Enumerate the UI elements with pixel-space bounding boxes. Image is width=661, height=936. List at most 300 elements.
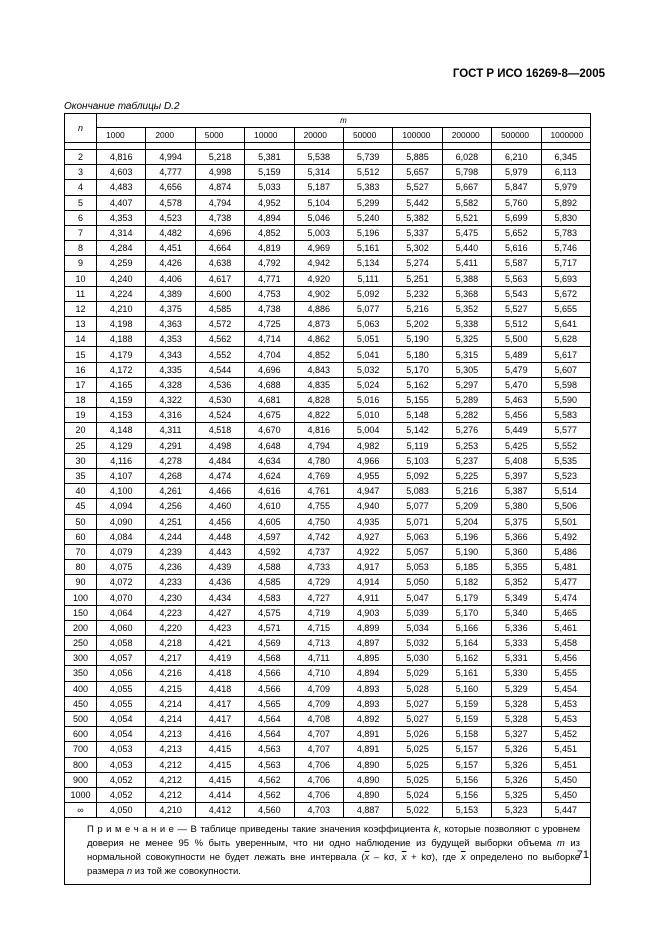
n-cell: 70	[65, 544, 97, 559]
n-cell: 100	[65, 590, 97, 605]
value-cell: 4,212	[146, 772, 195, 787]
value-cell: 4,213	[146, 742, 195, 757]
value-cell: 4,656	[146, 180, 195, 195]
value-cell: 4,566	[245, 666, 294, 681]
note-n: n	[126, 866, 133, 878]
n-cell: 19	[65, 408, 97, 423]
value-cell: 4,903	[343, 605, 392, 620]
value-cell: 4,291	[146, 438, 195, 453]
value-cell: 5,330	[492, 666, 541, 681]
column-header-row	[65, 128, 591, 143]
value-cell: 4,053	[97, 757, 146, 772]
value-cell: 4,725	[245, 317, 294, 332]
value-cell: 4,761	[294, 484, 343, 499]
value-cell: 4,058	[97, 636, 146, 651]
table-row	[65, 377, 591, 392]
value-cell: 4,268	[146, 468, 195, 483]
value-cell: 4,100	[97, 484, 146, 499]
value-cell: 4,436	[195, 575, 244, 590]
value-cell: 5,388	[442, 271, 491, 286]
value-cell: 5,016	[343, 393, 392, 408]
table-row	[65, 393, 591, 408]
value-cell: 5,329	[492, 681, 541, 696]
value-cell: 5,628	[541, 332, 590, 347]
value-cell: 4,648	[245, 438, 294, 453]
value-cell: 5,092	[393, 468, 442, 483]
value-cell: 5,798	[442, 165, 491, 180]
value-cell: 4,223	[146, 605, 195, 620]
value-cell: 5,051	[343, 332, 392, 347]
value-cell: 5,302	[393, 241, 442, 256]
n-cell: 2	[65, 150, 97, 165]
value-cell: 5,617	[541, 347, 590, 362]
value-cell: 4,610	[245, 499, 294, 514]
value-cell: 5,297	[442, 377, 491, 392]
value-cell: 5,667	[442, 180, 491, 195]
value-cell: 5,161	[442, 666, 491, 681]
value-cell: 5,641	[541, 317, 590, 332]
value-cell: 4,753	[245, 286, 294, 301]
value-cell: 4,484	[195, 453, 244, 468]
value-cell: 4,439	[195, 560, 244, 575]
value-cell: 5,185	[442, 560, 491, 575]
value-cell: 5,451	[541, 742, 590, 757]
value-cell: 4,212	[146, 787, 195, 802]
table-caption: Окончание таблицы D.2	[64, 101, 180, 112]
value-cell: 4,920	[294, 271, 343, 286]
value-cell: 6,210	[492, 150, 541, 165]
value-cell: 4,727	[294, 590, 343, 605]
value-cell: 5,590	[541, 393, 590, 408]
value-cell: 4,922	[343, 544, 392, 559]
value-cell: 4,217	[146, 651, 195, 666]
value-cell: 4,571	[245, 620, 294, 635]
value-cell: 5,382	[393, 210, 442, 225]
value-cell: 4,792	[245, 256, 294, 271]
n-cell: 45	[65, 499, 97, 514]
value-cell: 4,482	[146, 225, 195, 240]
value-cell: 5,657	[393, 165, 442, 180]
table-row	[65, 681, 591, 696]
value-cell: 4,316	[146, 408, 195, 423]
value-cell: 4,835	[294, 377, 343, 392]
value-cell: 5,111	[343, 271, 392, 286]
value-cell: 4,947	[343, 484, 392, 499]
value-cell: 5,425	[492, 438, 541, 453]
value-cell: 4,148	[97, 423, 146, 438]
table-row	[65, 301, 591, 316]
value-cell: 4,407	[97, 195, 146, 210]
value-cell: 5,030	[393, 651, 442, 666]
n-cell: 450	[65, 696, 97, 711]
value-cell: 4,544	[195, 362, 244, 377]
value-cell: 5,180	[393, 347, 442, 362]
value-cell: 5,337	[393, 225, 442, 240]
value-cell: 4,780	[294, 453, 343, 468]
value-cell: 5,157	[442, 757, 491, 772]
value-cell: 4,560	[245, 803, 294, 818]
value-cell: 4,588	[245, 560, 294, 575]
value-cell: 5,237	[442, 453, 491, 468]
table-row	[65, 666, 591, 681]
value-cell: 4,060	[97, 620, 146, 635]
value-cell: 4,214	[146, 696, 195, 711]
value-cell: 5,746	[541, 241, 590, 256]
value-cell: 4,456	[195, 514, 244, 529]
value-cell: 4,220	[146, 620, 195, 635]
n-cell: 35	[65, 468, 97, 483]
column-header: 20000	[294, 128, 343, 143]
value-cell: 4,706	[294, 757, 343, 772]
value-cell: 4,129	[97, 438, 146, 453]
value-cell: 5,582	[442, 195, 491, 210]
spacer-cell	[97, 143, 146, 150]
value-cell: 4,416	[195, 727, 244, 742]
value-cell: 4,681	[245, 393, 294, 408]
value-cell: 5,240	[343, 210, 392, 225]
table-row	[65, 651, 591, 666]
value-cell: 4,583	[245, 590, 294, 605]
value-cell: 5,182	[442, 575, 491, 590]
value-cell: 5,232	[393, 286, 442, 301]
value-cell: 4,564	[245, 727, 294, 742]
value-cell: 4,406	[146, 271, 195, 286]
value-cell: 5,274	[393, 256, 442, 271]
value-cell: 4,054	[97, 711, 146, 726]
value-cell: 5,458	[541, 636, 590, 651]
note-m: m	[556, 838, 565, 850]
value-cell: 4,862	[294, 332, 343, 347]
value-cell: 5,328	[492, 696, 541, 711]
value-cell: 4,914	[343, 575, 392, 590]
value-cell: 5,025	[393, 757, 442, 772]
value-cell: 4,230	[146, 590, 195, 605]
value-cell: 5,157	[442, 742, 491, 757]
value-cell: 4,769	[294, 468, 343, 483]
value-cell: 5,454	[541, 681, 590, 696]
value-cell: 5,325	[442, 332, 491, 347]
table-row	[65, 772, 591, 787]
value-cell: 4,703	[294, 803, 343, 818]
value-cell: 5,024	[343, 377, 392, 392]
value-cell: 4,597	[245, 529, 294, 544]
table-row	[65, 453, 591, 468]
value-cell: 5,442	[393, 195, 442, 210]
value-cell: 5,607	[541, 362, 590, 377]
value-cell: 5,453	[541, 696, 590, 711]
column-header: 500000	[492, 128, 541, 143]
value-cell: 4,322	[146, 393, 195, 408]
value-cell: 5,063	[393, 529, 442, 544]
value-cell: 4,733	[294, 560, 343, 575]
value-cell: 5,527	[393, 180, 442, 195]
table-row	[65, 195, 591, 210]
value-cell: 4,052	[97, 787, 146, 802]
value-cell: 4,053	[97, 742, 146, 757]
value-cell: 5,282	[442, 408, 491, 423]
spacer-cell	[294, 143, 343, 150]
value-cell: 4,443	[195, 544, 244, 559]
value-cell: 4,256	[146, 499, 195, 514]
n-cell: 4	[65, 180, 97, 195]
value-cell: 5,216	[442, 484, 491, 499]
value-cell: 4,616	[245, 484, 294, 499]
spacer-cell	[492, 143, 541, 150]
value-cell: 5,314	[294, 165, 343, 180]
value-cell: 5,655	[541, 301, 590, 316]
value-cell: 4,998	[195, 165, 244, 180]
value-cell: 4,233	[146, 575, 195, 590]
value-cell: 5,408	[492, 453, 541, 468]
table-row	[65, 742, 591, 757]
value-cell: 4,079	[97, 544, 146, 559]
value-cell: 5,053	[393, 560, 442, 575]
value-cell: 5,451	[541, 757, 590, 772]
table-row	[65, 165, 591, 180]
value-cell: 5,693	[541, 271, 590, 286]
value-cell: 5,083	[393, 484, 442, 499]
table-row	[65, 150, 591, 165]
value-cell: 4,116	[97, 453, 146, 468]
value-cell: 5,411	[442, 256, 491, 271]
value-cell: 4,460	[195, 499, 244, 514]
table-row	[65, 529, 591, 544]
value-cell: 4,894	[245, 210, 294, 225]
value-cell: 5,474	[541, 590, 590, 605]
note-text: , которые позволяют с уровнем доверия не менее 95 % быть уверенным, что ни одно наблюдение из будущей выборки объема	[87, 824, 580, 850]
value-cell: 4,707	[294, 742, 343, 757]
value-cell: 5,218	[195, 150, 244, 165]
value-cell: 4,955	[343, 468, 392, 483]
value-cell: 5,162	[393, 377, 442, 392]
n-cell: ∞	[65, 803, 97, 818]
value-cell: 4,328	[146, 377, 195, 392]
value-cell: 4,927	[343, 529, 392, 544]
value-cell: 5,315	[442, 347, 491, 362]
value-cell: 4,563	[245, 757, 294, 772]
value-cell: 4,750	[294, 514, 343, 529]
value-cell: 4,466	[195, 484, 244, 499]
value-cell: 4,426	[146, 256, 195, 271]
value-cell: 4,188	[97, 332, 146, 347]
value-cell: 4,566	[245, 681, 294, 696]
note-label: П р и м е ч а н и е	[87, 824, 174, 836]
value-cell: 5,380	[492, 499, 541, 514]
value-cell: 5,340	[492, 605, 541, 620]
value-cell: 5,209	[442, 499, 491, 514]
value-cell: 4,895	[343, 651, 392, 666]
value-cell: 4,902	[294, 286, 343, 301]
value-cell: 5,381	[245, 150, 294, 165]
value-cell: 5,104	[294, 195, 343, 210]
value-cell: 4,737	[294, 544, 343, 559]
n-cell: 700	[65, 742, 97, 757]
n-cell: 50	[65, 514, 97, 529]
value-cell: 4,562	[245, 787, 294, 802]
value-cell: 4,153	[97, 408, 146, 423]
value-cell: 5,481	[541, 560, 590, 575]
value-cell: 4,417	[195, 696, 244, 711]
value-cell: 5,360	[492, 544, 541, 559]
value-cell: 5,349	[492, 590, 541, 605]
value-cell: 4,852	[245, 225, 294, 240]
value-cell: 4,886	[294, 301, 343, 316]
value-cell: 4,569	[245, 636, 294, 651]
value-cell: 4,418	[195, 666, 244, 681]
value-cell: 5,033	[245, 180, 294, 195]
value-cell: 5,164	[442, 636, 491, 651]
value-cell: 5,024	[393, 787, 442, 802]
value-cell: 4,213	[146, 727, 195, 742]
value-cell: 4,935	[343, 514, 392, 529]
value-cell: 4,261	[146, 484, 195, 499]
value-cell: 4,179	[97, 347, 146, 362]
value-cell: 5,453	[541, 711, 590, 726]
value-cell: 4,055	[97, 696, 146, 711]
column-header: 1000	[97, 128, 146, 143]
table-row	[65, 620, 591, 635]
n-cell: 40	[65, 484, 97, 499]
value-cell: 4,415	[195, 772, 244, 787]
value-cell: 5,289	[442, 393, 491, 408]
value-cell: 4,518	[195, 423, 244, 438]
n-cell: 150	[65, 605, 97, 620]
n-cell: 9	[65, 256, 97, 271]
value-cell: 4,050	[97, 803, 146, 818]
value-cell: 5,047	[393, 590, 442, 605]
n-cell: 18	[65, 393, 97, 408]
n-cell: 250	[65, 636, 97, 651]
value-cell: 5,450	[541, 772, 590, 787]
value-cell: 5,456	[492, 408, 541, 423]
value-cell: 4,335	[146, 362, 195, 377]
value-cell: 5,326	[492, 757, 541, 772]
value-cell: 4,311	[146, 423, 195, 438]
value-cell: 5,196	[343, 225, 392, 240]
value-cell: 4,742	[294, 529, 343, 544]
value-cell: 4,259	[97, 256, 146, 271]
value-cell: 5,196	[442, 529, 491, 544]
value-cell: 5,506	[541, 499, 590, 514]
page-number: 71	[576, 849, 589, 861]
value-cell: 4,816	[97, 150, 146, 165]
table-note	[64, 818, 591, 885]
value-cell: 5,387	[492, 484, 541, 499]
value-cell: 4,090	[97, 514, 146, 529]
value-cell: 5,598	[541, 377, 590, 392]
value-cell: 4,828	[294, 393, 343, 408]
n-cell: 300	[65, 651, 97, 666]
value-cell: 4,343	[146, 347, 195, 362]
value-cell: 4,055	[97, 681, 146, 696]
value-cell: 5,148	[393, 408, 442, 423]
value-cell: 5,587	[492, 256, 541, 271]
value-cell: 5,027	[393, 696, 442, 711]
spacer-cell	[343, 143, 392, 150]
n-cell: 6	[65, 210, 97, 225]
value-cell: 5,216	[393, 301, 442, 316]
value-cell: 4,852	[294, 347, 343, 362]
value-cell: 5,305	[442, 362, 491, 377]
value-cell: 4,218	[146, 636, 195, 651]
table-row	[65, 575, 591, 590]
value-cell: 5,383	[343, 180, 392, 195]
value-cell: 4,575	[245, 605, 294, 620]
value-cell: 5,397	[492, 468, 541, 483]
value-cell: 4,969	[294, 241, 343, 256]
n-cell: 17	[65, 377, 97, 392]
value-cell: 4,738	[195, 210, 244, 225]
table-row	[65, 317, 591, 332]
value-cell: 4,415	[195, 757, 244, 772]
value-cell: 4,572	[195, 317, 244, 332]
value-cell: 5,050	[393, 575, 442, 590]
table-row	[65, 423, 591, 438]
value-cell: 4,552	[195, 347, 244, 362]
value-cell: 5,455	[541, 666, 590, 681]
table-row	[65, 347, 591, 362]
value-cell: 5,071	[393, 514, 442, 529]
value-cell: 6,345	[541, 150, 590, 165]
value-cell: 5,159	[245, 165, 294, 180]
value-cell: 4,952	[245, 195, 294, 210]
value-cell: 4,600	[195, 286, 244, 301]
value-cell: 4,278	[146, 453, 195, 468]
value-cell: 4,524	[195, 408, 244, 423]
table-row	[65, 711, 591, 726]
value-cell: 4,536	[195, 377, 244, 392]
value-cell: 4,159	[97, 393, 146, 408]
value-cell: 4,064	[97, 605, 146, 620]
value-cell: 5,253	[442, 438, 491, 453]
value-cell: 4,565	[245, 696, 294, 711]
spacer-row	[65, 143, 591, 150]
value-cell: 5,046	[294, 210, 343, 225]
value-cell: 4,891	[343, 742, 392, 757]
value-cell: 5,327	[492, 727, 541, 742]
value-cell: 4,994	[146, 150, 195, 165]
value-cell: 5,616	[492, 241, 541, 256]
value-cell: 5,326	[492, 772, 541, 787]
note-text: + kσ), где	[406, 852, 461, 864]
n-cell: 5	[65, 195, 97, 210]
value-cell: 5,092	[343, 286, 392, 301]
table-row	[65, 286, 591, 301]
value-cell: 4,084	[97, 529, 146, 544]
table-row	[65, 727, 591, 742]
value-cell: 4,451	[146, 241, 195, 256]
note-text: – kσ,	[369, 852, 402, 864]
table-body	[65, 143, 591, 818]
value-cell: 4,711	[294, 651, 343, 666]
value-cell: 5,470	[492, 377, 541, 392]
value-cell: 4,892	[343, 711, 392, 726]
value-cell: 6,113	[541, 165, 590, 180]
value-cell: 4,911	[343, 590, 392, 605]
value-cell: 4,819	[245, 241, 294, 256]
note-text: из той же совокупности.	[132, 866, 241, 878]
value-cell: 5,251	[393, 271, 442, 286]
n-cell: 12	[65, 301, 97, 316]
value-cell: 4,056	[97, 666, 146, 681]
value-cell: 4,418	[195, 681, 244, 696]
value-cell: 4,421	[195, 636, 244, 651]
value-cell: 5,029	[393, 666, 442, 681]
table-row	[65, 544, 591, 559]
table-row	[65, 438, 591, 453]
value-cell: 4,214	[146, 711, 195, 726]
value-cell: 5,276	[442, 423, 491, 438]
